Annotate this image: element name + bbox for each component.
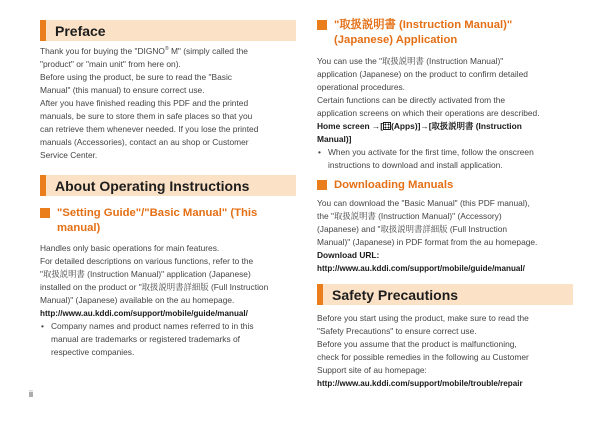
subheading-line: manual) [57, 222, 101, 234]
safety-heading [317, 284, 573, 305]
download-line: the "取扱説明書 (Instruction Manual)" (Accessory) [317, 211, 502, 221]
download-body [317, 197, 573, 275]
navigation-path-end: Manual)] [317, 134, 352, 144]
setting-guide-subheading [40, 206, 296, 236]
repair-url-link[interactable]: http://www.au.kddi.com/support/mobile/trouble/repair [317, 379, 523, 388]
safety-line: Before you start using the product, make sure to read the [317, 313, 529, 323]
about-line: "取扱説明書 (Instruction Manual)" application (Japanese) [40, 269, 251, 279]
download-url-label: Download URL: [317, 250, 380, 260]
preface-line [40, 45, 296, 58]
download-url-link[interactable]: http://www.au.kddi.com/support/mobile/guide/manual/ [317, 264, 525, 273]
preface-heading-text: Preface [55, 23, 106, 39]
preface-line: Before using the product, be sure to read the "Basic [40, 72, 232, 82]
apps-grid-icon [383, 122, 391, 130]
preface-line: Service Center. [40, 150, 98, 160]
square-bullet-icon [40, 208, 50, 218]
download-line: Manual)" (Japanese) in PDF format from the au homepage. [317, 237, 538, 247]
app-line: You can use the "取扱説明書 (Instruction Manual)" [317, 56, 504, 66]
registered-mark: ® [164, 46, 169, 53]
bullet-line: respective companies. [51, 347, 135, 357]
manual-url-link[interactable]: http://www.au.kddi.com/support/mobile/guide/manual/ [40, 309, 248, 318]
preface-line: "product" or "main unit" from here on). [40, 59, 181, 69]
bullet-line: manual are trademarks or registered trademarks of [51, 334, 240, 344]
safety-heading-text: Safety Precautions [332, 287, 459, 303]
preface-line: After you have finished reading this PDF and the printed [40, 98, 249, 108]
subheading-line: Downloading Manuals [334, 179, 454, 191]
downloading-subheading [317, 178, 590, 193]
about-heading-text: About Operating Instructions [55, 178, 250, 194]
navigation-path [317, 120, 573, 133]
trademark-note [40, 320, 296, 359]
subheading-line: "取扱説明書 (Instruction Manual)" [334, 19, 513, 31]
preface-text: Thank you for buying the "DIGNO [40, 46, 165, 56]
app-line: Certain functions can be directly activated from the [317, 95, 506, 105]
app-line: operational procedures. [317, 82, 405, 92]
bullet-line: Company names and product names referred to in this [51, 321, 254, 331]
about-line: Handles only basic operations for main features. [40, 243, 220, 253]
preface-body [40, 45, 296, 162]
bullet-line: instructions to download and install application. [328, 160, 503, 170]
about-heading [40, 175, 296, 196]
safety-line: check for possible remedies in the following au Customer [317, 352, 529, 362]
nav-text: Home screen →[ [317, 121, 384, 131]
square-bullet-icon [317, 180, 327, 190]
bullet-line: When you activate for the first time, follow the onscreen [328, 147, 534, 157]
preface-line: manuals (Accessories), contact an au shop or Customer [40, 137, 249, 147]
app-line: application (Japanese) on the product to confirm detailed [317, 69, 528, 79]
bullet-icon: • [318, 147, 321, 157]
download-line: (Japanese) and "取扱説明書詳細版 (Full Instruction [317, 224, 508, 234]
instruction-app-subheading [317, 18, 590, 48]
safety-line: Before you assume that the product is malfunctioning, [317, 339, 517, 349]
page-number: ii [29, 389, 33, 399]
about-body [40, 242, 296, 359]
safety-line: Support site of au homepage: [317, 365, 427, 375]
first-launch-note [317, 146, 573, 172]
safety-line: "Safety Precautions" to ensure correct use. [317, 326, 477, 336]
subheading-line: "Setting Guide"/"Basic Manual" (This [57, 207, 258, 219]
bullet-icon: • [41, 321, 44, 331]
preface-line: manuals, be sure to store them in safe places so that you [40, 111, 253, 121]
about-line: For detailed descriptions on various functions, refer to the [40, 256, 254, 266]
preface-line: can retrieve them whenever needed. If you lose the printed [40, 124, 259, 134]
nav-text: (Apps)]→[取扱説明書 (Instruction [391, 121, 522, 131]
preface-heading [40, 20, 296, 41]
subheading-line: (Japanese) Application [334, 34, 458, 46]
square-bullet-icon [317, 20, 327, 30]
app-line: application screens on which their operations are described. [317, 108, 540, 118]
preface-line: Manual" (this manual) to ensure correct use. [40, 85, 205, 95]
preface-text: M" (simply called the [168, 46, 248, 56]
safety-body [317, 312, 573, 390]
instruction-app-body [317, 55, 573, 172]
download-line: You can download the "Basic Manual" (this PDF manual), [317, 198, 530, 208]
about-line: installed on the product or "取扱説明書詳細版 (Full Instruction [40, 282, 269, 292]
about-line: Manual)" (Japanese) available on the au homepage. [40, 295, 235, 305]
